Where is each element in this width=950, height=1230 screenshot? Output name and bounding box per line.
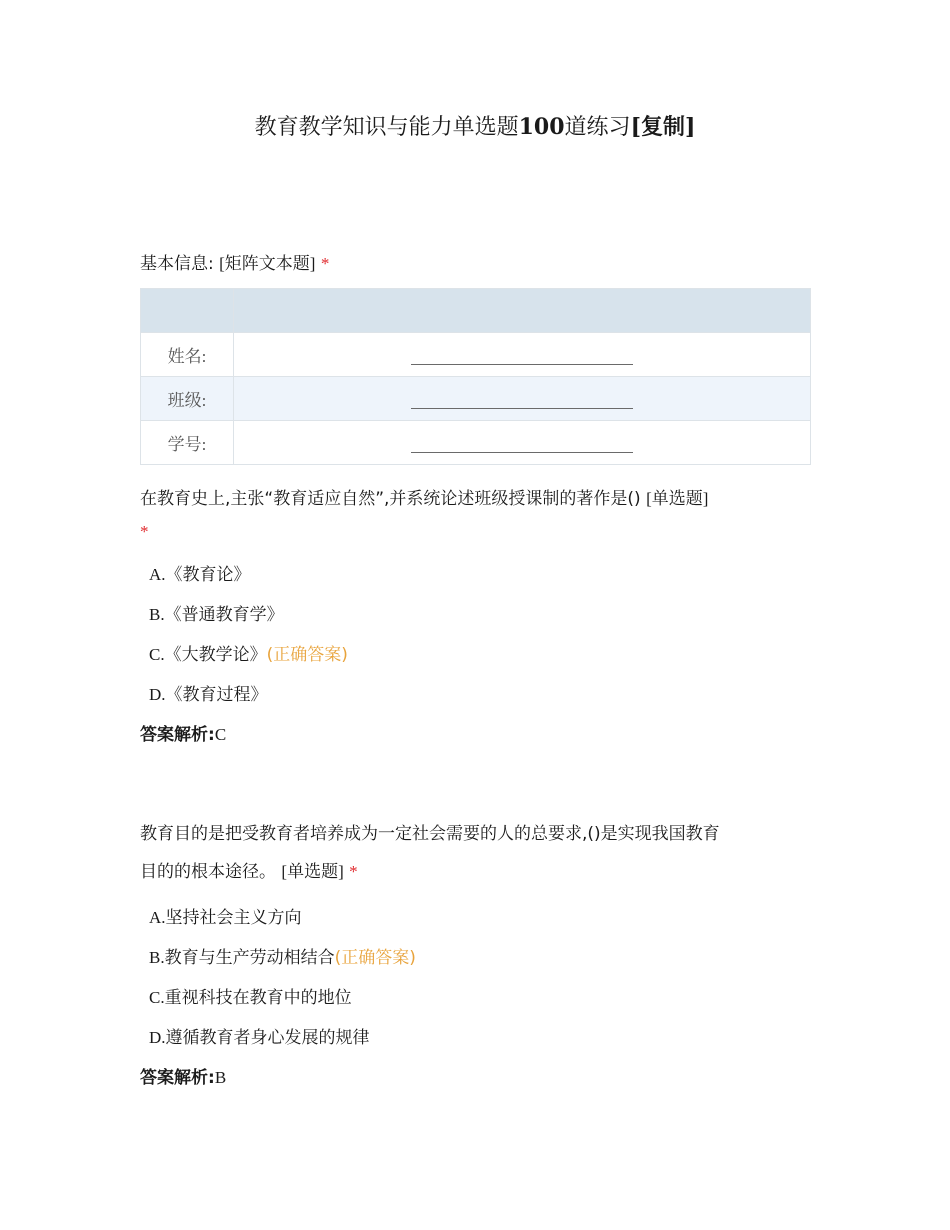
required-mark: * — [320, 254, 330, 273]
question-2-text-line-1: 教育目的是把受教育者培养成为一定社会需要的人的总要求,()是实现我国教育 — [140, 824, 720, 844]
row-label-name: 姓名: — [141, 333, 234, 377]
matrix-header-cell — [141, 289, 234, 333]
analysis-answer: C — [214, 725, 227, 744]
matrix-row-name — [141, 333, 811, 377]
question-1-text — [140, 481, 812, 517]
option-text: 教育与生产劳动相结合 — [164, 948, 335, 968]
question-2-text-line-2 — [140, 853, 812, 891]
question-1-option-b[interactable] — [149, 595, 821, 635]
student-id-input-blank[interactable] — [411, 434, 633, 453]
question-1-analysis — [140, 715, 821, 755]
analysis-label: 答案解析: — [140, 725, 215, 745]
option-letter: C. — [149, 988, 165, 1007]
option-letter: D. — [149, 685, 166, 704]
option-letter: C. — [149, 645, 165, 664]
option-text: 《普通教育学》 — [164, 605, 284, 625]
option-text: 坚持社会主义方向 — [165, 908, 302, 928]
option-letter: D. — [149, 1028, 166, 1047]
page-title — [0, 110, 950, 145]
question-2-option-d[interactable] — [149, 1018, 821, 1058]
option-letter: B. — [149, 605, 165, 624]
row-label-student-id: 学号: — [141, 421, 234, 465]
question-1-option-c[interactable] — [149, 635, 821, 675]
title-number: 100 — [518, 114, 565, 140]
matrix-row-student-id — [141, 421, 811, 465]
title-copy-suffix: [复制] — [630, 114, 696, 140]
analysis-answer: B — [214, 1068, 227, 1087]
row-label-class: 班级: — [141, 377, 234, 421]
question-1-required-mark: * — [140, 522, 149, 541]
question-1-stem: 在教育史上,主张“教育适应自然”,并系统论述班级授课制的著作是() — [140, 489, 641, 509]
question-2-analysis — [140, 1058, 821, 1098]
matrix-row-class — [141, 377, 811, 421]
name-input-blank[interactable] — [411, 346, 633, 365]
question-2-options — [140, 898, 821, 1098]
option-text: 重视科技在教育中的地位 — [164, 988, 352, 1008]
class-input-cell[interactable] — [234, 377, 811, 421]
question-2-type-tag: [单选题] — [281, 862, 344, 881]
question-1-option-a[interactable] — [149, 555, 821, 595]
question-1-options — [140, 555, 821, 755]
question-1-option-d[interactable] — [149, 675, 821, 715]
correct-answer-note: (正确答案) — [334, 948, 416, 968]
option-text: 《大教学论》 — [164, 645, 267, 665]
analysis-label: 答案解析: — [140, 1068, 215, 1088]
name-input-cell[interactable] — [234, 333, 811, 377]
correct-answer-note: (正确答案) — [266, 645, 348, 665]
matrix-header-cell — [234, 289, 811, 333]
question-2-option-c[interactable] — [149, 978, 821, 1018]
question-1-type-tag: [单选题] — [646, 489, 709, 508]
title-part-1: 教育教学知识与能力单选题 — [254, 115, 519, 140]
option-letter: B. — [149, 948, 165, 967]
option-text: 《教育论》 — [165, 565, 251, 585]
option-letter: A. — [149, 565, 166, 584]
matrix-header-row — [141, 289, 811, 333]
question-1 — [140, 481, 812, 547]
question-2-option-b[interactable] — [149, 938, 821, 978]
class-input-blank[interactable] — [411, 390, 633, 409]
title-part-2: 道练习 — [564, 115, 631, 140]
basic-info-matrix — [140, 288, 811, 465]
basic-info-heading — [140, 246, 812, 282]
option-text: 《教育过程》 — [165, 685, 268, 705]
question-2-stem-end: 目的的根本途径。 — [140, 862, 276, 882]
question-type-tag: [矩阵文本题] — [219, 254, 316, 273]
question-2-option-a[interactable] — [149, 898, 821, 938]
option-text: 遵循教育者身心发展的规律 — [165, 1028, 370, 1048]
student-id-input-cell[interactable] — [234, 421, 811, 465]
basic-info-label: 基本信息: — [140, 254, 214, 274]
question-2 — [140, 815, 812, 891]
option-letter: A. — [149, 908, 166, 927]
question-2-required-mark: * — [349, 862, 358, 881]
